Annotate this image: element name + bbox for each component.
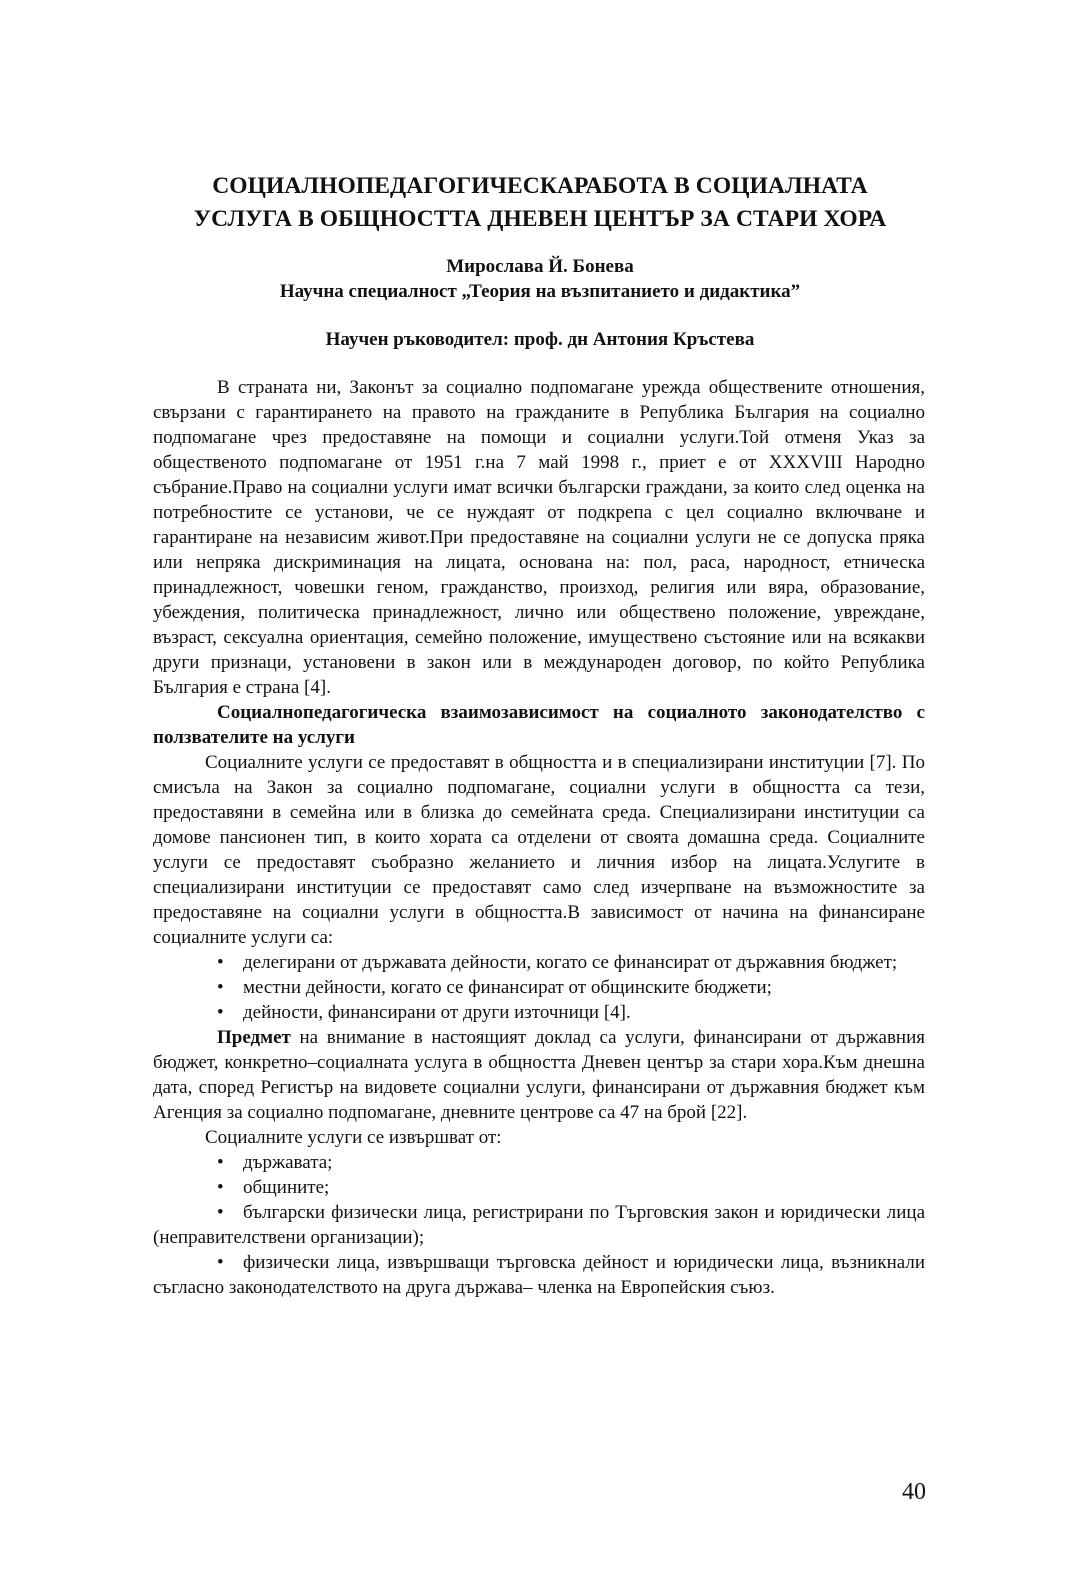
author-specialty: Научна специалност „Теория на възпитанието и дидактика” <box>279 281 801 302</box>
paragraph-services: Социалните услуги се предоставят в общността и в специализирани институции [7]. По смисъла на Закон за социално подпомагане, социални услуги в общността са тези, предоставяни в семейна или в близка до семейната среда. Специализирани институции са домове пансионен тип, в които хората са отделени от своята домашна среда. Социалните услуги се предоставят съобразно желанието и личния избор на лицата.Услугите в специализирани институции се предоставят само след изчерпване на възможностите за предоставяне на социални услуги в общността.В зависимост от начина на финансиране социалните услуги са: <box>153 752 925 948</box>
list-item: • физически лица, извършващи търговска дейност и юридически лица, възникнали съгласно законодателството на друга държава– членка на Европейския съюз. <box>153 1252 925 1298</box>
bullet-icon: • <box>217 1202 224 1223</box>
page-number: 40 <box>902 1479 926 1505</box>
paragraph-subject: Предмет на внимание в настоящият доклад са услуги, финансирани от държавния бюджет, конкретно–социалната услуга в общността Дневен център за стари хора.Към днешна дата, според Регистър на видовете социални услуги, финансирани от държавния бюджет към Агенция за социално подпомагане, дневните центрове са 47 на брой [22]. <box>153 1027 925 1123</box>
title-line-1: СОЦИАЛНОПЕДАГОГИЧЕСКАРАБОТА В СОЦИАЛНАТА <box>212 173 868 199</box>
author-name: Мирослава Й. Бонева <box>446 256 634 277</box>
financing-list <box>153 950 925 1025</box>
bullet-icon: • <box>217 1002 224 1023</box>
paper-title <box>150 170 930 236</box>
bullet-icon: • <box>217 1152 224 1173</box>
bullet-icon: • <box>217 1252 224 1273</box>
list-item: • дейности, финансирани от други източници [4]. <box>217 1002 631 1023</box>
bullet-icon: • <box>217 1177 224 1198</box>
author-block <box>150 254 930 304</box>
supervisor: Научен ръководител: проф. дн Антония Кръстева <box>325 329 755 350</box>
list-item: • делегирани от държавата дейности, когато се финансират от държавния бюджет; <box>217 952 898 973</box>
body-text <box>153 375 925 1300</box>
list-item: • общините; <box>217 1177 330 1198</box>
list-item: • държавата; <box>217 1152 333 1173</box>
list-item: • български физически лица, регистрирани по Търговския закон и юридически лица (неправителствени организации); <box>153 1202 925 1248</box>
bullet-icon: • <box>217 977 224 998</box>
list-item: • местни дейности, когато се финансират от общинските бюджети; <box>217 977 772 998</box>
subject-keyword: Предмет <box>217 1027 291 1048</box>
section-heading: Социалнопедагогическа взаимозависимост на социалното законодателство с ползвателите на услуги <box>153 702 925 748</box>
paragraph-intro: В страната ни, Законът за социално подпомагане урежда обществените отношения, свързани с гарантирането на правото на гражданите в Република България на социално подпомагане чрез предоставяне на помощи и социални услуги.Той отменя Указ за общественото подпомагане от 1951 г.на 7 май 1998 г., приет е от XXXVIII Народно събрание.Право на социални услуги имат всички български граждани, за които след оценка на потребностите се установи, че се нуждаят от подкрепа с цел социално включване и гарантиране на независим живот.При предоставяне на социални услуги не се допуска пряка или непряка дискриминация на лицата, основана на: пол, раса, народност, етническа принадлежност, човешки геном, гражданство, произход, религия или вяра, образование, убеждения, политическа принадлежност, лично или обществено положение, увреждане, възраст, сексуална ориентация, семейно положение, имуществено състояние или на всякакви други признаци, установени в закон или в международен договор, по който Република България е страна [4]. <box>153 377 925 698</box>
bullet-icon: • <box>217 952 224 973</box>
providers-list <box>153 1150 925 1300</box>
paragraph-providers-intro: Социалните услуги се извършват от: <box>205 1127 502 1148</box>
title-line-2: УСЛУГА В ОБЩНОСТТА ДНЕВЕН ЦЕНТЪР ЗА СТАРИ ХОРА <box>193 206 887 232</box>
